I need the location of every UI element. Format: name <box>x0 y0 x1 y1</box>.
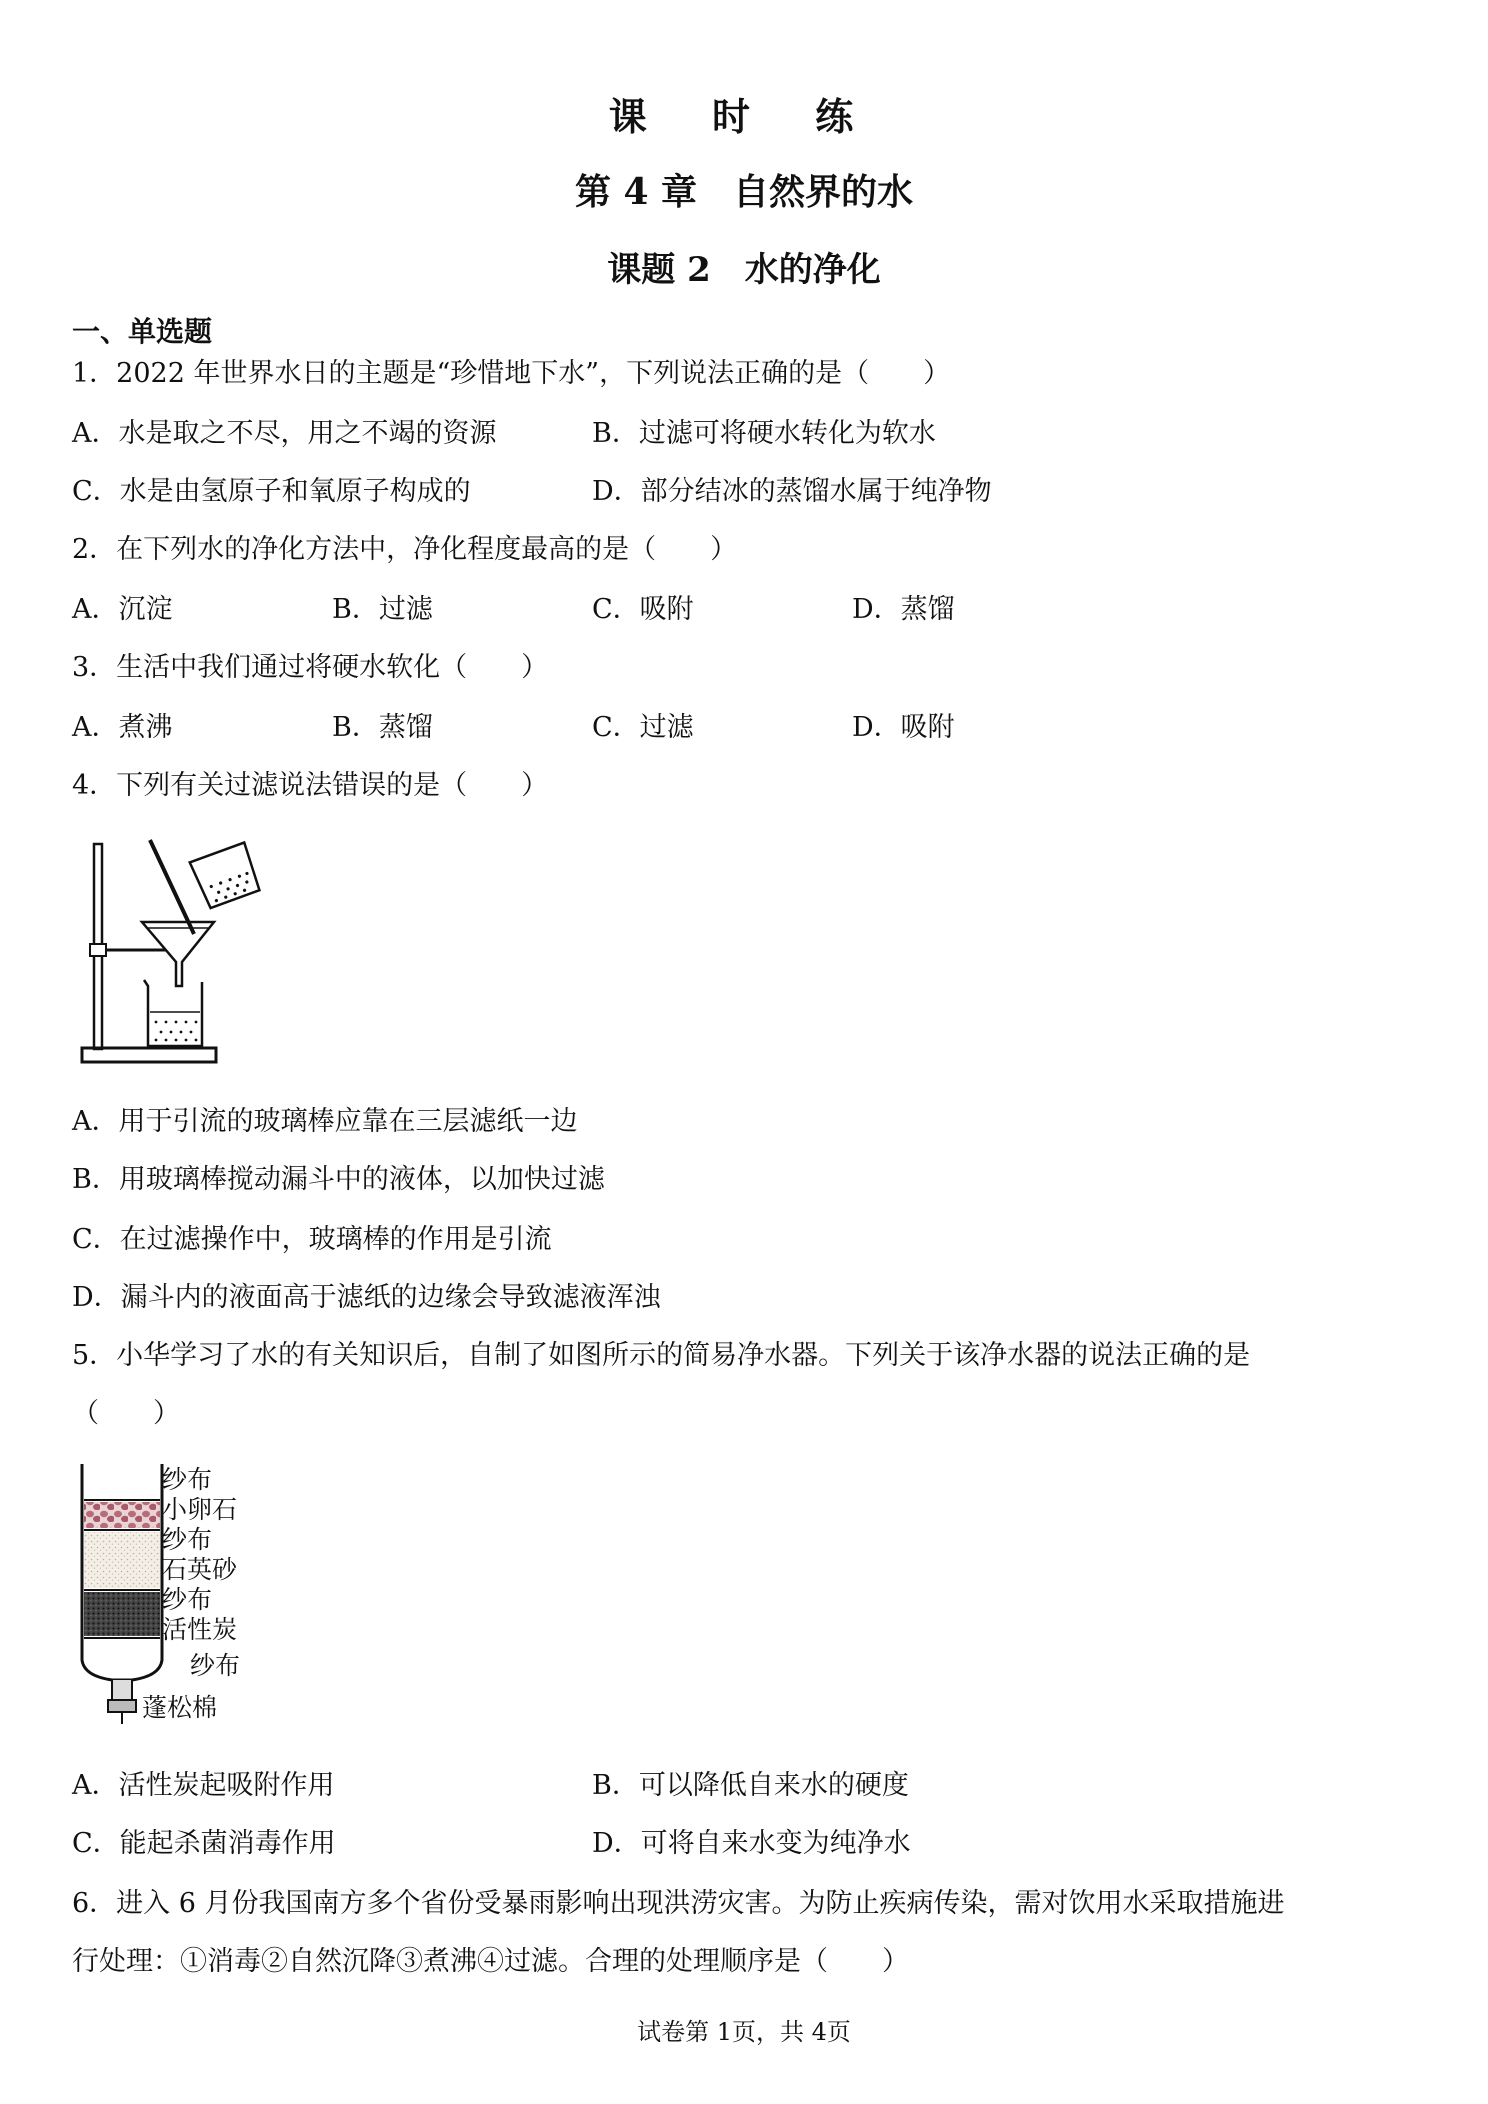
filtration-apparatus-figure <box>78 836 268 1072</box>
q3-option-c: C．过滤 <box>592 712 694 743</box>
q2-option-b: B．过滤 <box>332 594 433 625</box>
q3-option-a: A．煮沸 <box>72 712 173 743</box>
figure-label-pebbles: 小卵石 <box>162 1495 238 1524</box>
figure-label-gauze-1: 纱布 <box>162 1465 213 1494</box>
q5-option-c: C．能起杀菌消毒作用 <box>72 1828 336 1859</box>
question-6-stem: 6．进入 6 月份我国南方多个省份受暴雨影响出现洪涝灾害。为防止疾病传染，需对饮用水采取措施进 <box>72 1888 1285 1919</box>
figure-label-cotton: 蓬松棉 <box>142 1693 218 1722</box>
section-heading: 一、单选题 <box>72 315 213 348</box>
q3-option-b: B．蒸馏 <box>332 712 433 743</box>
q2-option-c: C．吸附 <box>592 594 694 625</box>
q4-option-b: B．用玻璃棒搅动漏斗中的液体，以加快过滤 <box>72 1164 605 1195</box>
figure-label-activated-carbon: 活性炭 <box>162 1615 238 1644</box>
page-title: 课 时 练 <box>608 94 880 139</box>
q2-option-d: D．蒸馏 <box>852 594 955 625</box>
lesson-title: 课题 2 水的净化 <box>607 250 881 290</box>
question-6-stem-cont: 行处理：①消毒②自然沉降③煮沸④过滤。合理的处理顺序是（ ） <box>72 1946 909 1977</box>
q5-option-d: D．可将自来水变为纯净水 <box>592 1828 911 1859</box>
figure-label-gauze-3: 纱布 <box>162 1585 213 1614</box>
figure-label-gauze-2: 纱布 <box>162 1525 213 1554</box>
q5-option-a: A．活性炭起吸附作用 <box>72 1770 335 1801</box>
question-5-stem-cont: （ ） <box>72 1398 180 1429</box>
figure-label-quartz-sand: 石英砂 <box>162 1555 238 1584</box>
question-3-stem: 3．生活中我们通过将硬水软化（ ） <box>72 652 549 683</box>
question-5-stem: 5．小华学习了水的有关知识后，自制了如图所示的简易净水器。下列关于该净水器的说法正确的是 <box>72 1340 1251 1371</box>
q3-option-d: D．吸附 <box>852 712 955 743</box>
q4-option-c: C．在过滤操作中，玻璃棒的作用是引流 <box>72 1224 552 1255</box>
q1-option-c: C．水是由氢原子和氧原子构成的 <box>72 476 471 507</box>
page-footer: 试卷第 1页，共 4页 <box>637 2018 851 2046</box>
chapter-title: 第 4 章 自然界的水 <box>574 171 914 213</box>
q1-option-a: A．水是取之不尽，用之不竭的资源 <box>72 418 497 449</box>
q1-option-b: B．过滤可将硬水转化为软水 <box>592 418 936 449</box>
question-1-stem: 1．2022 年世界水日的主题是“珍惜地下水”，下列说法正确的是（ ） <box>72 358 951 389</box>
q5-option-b: B．可以降低自来水的硬度 <box>592 1770 909 1801</box>
q2-option-a: A．沉淀 <box>72 594 173 625</box>
q1-option-d: D．部分结冰的蒸馏水属于纯净物 <box>592 476 992 507</box>
q4-option-d: D．漏斗内的液面高于滤纸的边缘会导致滤液浑浊 <box>72 1282 661 1313</box>
question-2-stem: 2．在下列水的净化方法中，净化程度最高的是（ ） <box>72 534 738 565</box>
q4-option-a: A．用于引流的玻璃棒应靠在三层滤纸一边 <box>72 1106 578 1137</box>
question-4-stem: 4．下列有关过滤说法错误的是（ ） <box>72 770 549 801</box>
figure-label-gauze-4: 纱布 <box>190 1651 241 1680</box>
water-purifier-figure <box>72 1462 172 1727</box>
